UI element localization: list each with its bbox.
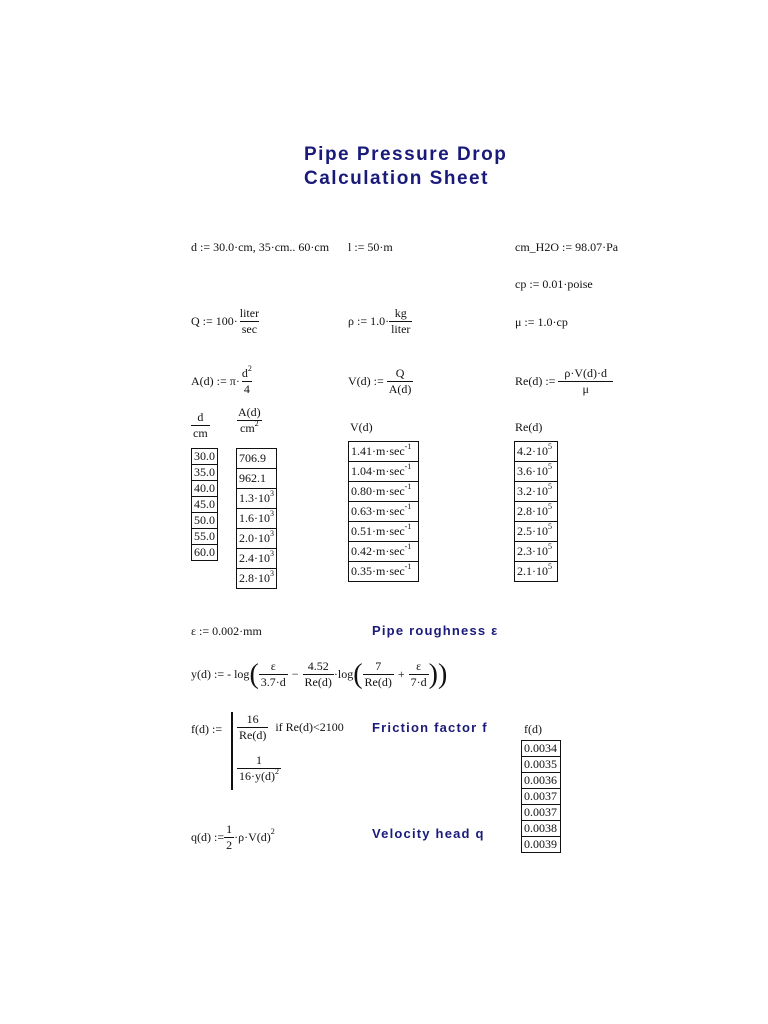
reynolds-value-cell bbox=[515, 502, 558, 522]
area-value-cell-mantissa: 2.8·10 bbox=[239, 571, 270, 585]
velocity-value-cell-mantissa: 1.41·m·sec bbox=[351, 444, 405, 458]
reynolds-value-cell bbox=[515, 462, 558, 482]
flow-rate-definition bbox=[191, 306, 261, 337]
velocity-lhs: V(d) := bbox=[348, 374, 384, 388]
cp-definition: cp := 0.01·poise bbox=[515, 277, 593, 291]
flow-rate-unit-num: liter bbox=[239, 306, 260, 320]
velocity-value-cell-exponent: -1 bbox=[404, 442, 412, 451]
table-row bbox=[515, 502, 558, 522]
table-row bbox=[349, 542, 419, 562]
reynolds-value-cell-exponent: 5 bbox=[548, 442, 552, 451]
velocity-head-den: 2 bbox=[226, 838, 233, 852]
table-row bbox=[515, 562, 558, 582]
area-value-cell-exponent: 3 bbox=[270, 529, 274, 538]
friction-case-1-den: Re(d) bbox=[239, 728, 267, 742]
velocity-den: A(d) bbox=[388, 382, 412, 396]
d-header-num: d bbox=[197, 410, 204, 424]
reynolds-value-cell bbox=[515, 542, 558, 562]
y-frac-1 bbox=[259, 659, 288, 690]
area-value-cell bbox=[237, 509, 277, 529]
friction-case-1-num: 16 bbox=[246, 712, 259, 726]
friction-value-cell: 0.0038 bbox=[522, 821, 561, 837]
table-row bbox=[192, 545, 218, 561]
area-value-cell bbox=[237, 469, 277, 489]
reynolds-value-cell-exponent: 5 bbox=[548, 542, 552, 551]
velocity-value-cell bbox=[349, 462, 419, 482]
friction-condition: if Re(d)<2100 bbox=[275, 720, 344, 734]
friction-value-cell: 0.0039 bbox=[522, 837, 561, 853]
area-lhs: A(d) := π· bbox=[191, 374, 240, 388]
table-row bbox=[237, 509, 277, 529]
cm-h2o-definition: cm_H2O := 98.07·Pa bbox=[515, 240, 619, 254]
reynolds-value-cell bbox=[515, 562, 558, 582]
velocity-value-cell-exponent: -1 bbox=[404, 482, 412, 491]
velocity-value-cell-mantissa: 0.63·m·sec bbox=[351, 504, 405, 518]
area-header-den: cm bbox=[240, 421, 255, 435]
friction-value-cell: 0.0034 bbox=[522, 741, 561, 757]
table-row bbox=[192, 497, 218, 513]
density-unit-den: liter bbox=[391, 322, 411, 336]
friction-piecewise-bracket bbox=[231, 712, 233, 790]
table-row bbox=[192, 529, 218, 545]
title-line-2: Calculation Sheet bbox=[304, 168, 489, 189]
d-header-den: cm bbox=[193, 426, 208, 440]
table-row bbox=[237, 569, 277, 589]
area-value-cell bbox=[237, 569, 277, 589]
table-row bbox=[192, 513, 218, 529]
reynolds-definition bbox=[515, 366, 613, 397]
velocity-head-lhs: q(d) := bbox=[191, 830, 225, 844]
area-value-cell-exponent: 3 bbox=[270, 549, 274, 558]
density-unit-fraction bbox=[389, 306, 412, 337]
reynolds-value-cell-mantissa: 3.6·10 bbox=[517, 464, 548, 478]
table-row bbox=[515, 482, 558, 502]
reynolds-fraction bbox=[558, 366, 612, 397]
velocity-table-header: V(d) bbox=[350, 420, 373, 434]
friction-case-1-fraction bbox=[237, 712, 268, 743]
y-frac-4 bbox=[409, 659, 429, 690]
friction-value-cell: 0.0037 bbox=[522, 789, 561, 805]
velocity-value-cell bbox=[349, 482, 419, 502]
d-values-table bbox=[191, 448, 218, 561]
area-value-cell-exponent: 3 bbox=[270, 569, 274, 578]
y-log2: ·log bbox=[333, 667, 354, 681]
reynolds-value-cell bbox=[515, 522, 558, 542]
density-lhs: ρ := 1.0· bbox=[348, 314, 390, 328]
d-range-definition: d := 30.0·cm, 35·cm.. 60·cm bbox=[191, 240, 330, 254]
flow-rate-unit-fraction bbox=[238, 306, 261, 337]
reynolds-value-cell-exponent: 5 bbox=[548, 462, 552, 471]
velocity-num: Q bbox=[395, 366, 405, 380]
velocity-head-rhs: ·ρ·V(d) bbox=[234, 830, 271, 844]
y-function-definition: y(d) := - log ( $\frac{\varepsilon}{3.7\cdot d}$ − $\frac{4.52}{Re(d)}$ ·log ( $\frac{7}{Re(d)}$ + $\frac{\varepsilon}{7\cdot d}$ )) bbox=[191, 658, 448, 690]
velocity-values-table bbox=[348, 441, 419, 582]
friction-value-cell: 0.0035 bbox=[522, 757, 561, 773]
y-frac-2-den: Re(d) bbox=[304, 675, 332, 689]
table-row bbox=[349, 502, 419, 522]
area-den: 4 bbox=[243, 382, 250, 396]
area-fraction: $\frac{d^2}{4}$ bbox=[241, 364, 252, 396]
area-num: d bbox=[241, 366, 248, 380]
velocity-head-label: Velocity head q bbox=[372, 826, 485, 841]
table-row bbox=[349, 522, 419, 542]
flow-rate-lhs: Q := 100· bbox=[191, 314, 238, 328]
density-definition bbox=[348, 306, 412, 337]
reynolds-value-cell-mantissa: 2.1·10 bbox=[517, 564, 548, 578]
y-frac-4-den: 7·d bbox=[410, 675, 427, 689]
y-plus: + bbox=[397, 667, 405, 681]
reynolds-values-table bbox=[514, 441, 558, 582]
area-value-cell bbox=[237, 449, 277, 469]
friction-case-2-den: 16·y(d) bbox=[239, 769, 275, 783]
length-definition: l := 50·m bbox=[348, 240, 393, 254]
y-frac-3 bbox=[363, 659, 394, 690]
velocity-value-cell-mantissa: 1.04·m·sec bbox=[351, 464, 405, 478]
friction-case-2-fraction bbox=[237, 753, 281, 784]
y-frac-1-num: ε bbox=[270, 659, 276, 673]
area-values-table bbox=[236, 448, 277, 589]
velocity-head-fraction bbox=[224, 822, 234, 853]
velocity-value-cell-mantissa: 0.35·m·sec bbox=[351, 564, 405, 578]
friction-table-header: f(d) bbox=[524, 722, 542, 736]
area-value-cell-mantissa: 1.3·10 bbox=[239, 491, 270, 505]
velocity-value-cell bbox=[349, 522, 419, 542]
table-row bbox=[522, 757, 561, 773]
d-value-cell: 50.0 bbox=[192, 513, 218, 529]
friction-case-2-num: 1 bbox=[256, 753, 262, 767]
y-minus: − bbox=[291, 667, 299, 681]
title-line-1: Pipe Pressure Drop bbox=[304, 144, 508, 165]
y-frac-4-num: ε bbox=[416, 659, 422, 673]
table-row bbox=[192, 465, 218, 481]
reynolds-value-cell bbox=[515, 442, 558, 462]
velocity-value-cell-exponent: -1 bbox=[404, 462, 412, 471]
flow-rate-unit-den: sec bbox=[241, 322, 258, 336]
d-value-cell: 60.0 bbox=[192, 545, 218, 561]
table-row bbox=[237, 549, 277, 569]
reynolds-value-cell-exponent: 5 bbox=[548, 562, 552, 571]
velocity-head-num: 1 bbox=[226, 822, 233, 836]
table-row bbox=[515, 522, 558, 542]
reynolds-den: μ bbox=[558, 381, 612, 397]
friction-lhs: f(d) := bbox=[191, 722, 223, 736]
friction-case-2 bbox=[237, 753, 281, 784]
velocity-value-cell-exponent: -1 bbox=[404, 542, 412, 551]
velocity-value-cell-exponent: -1 bbox=[404, 502, 412, 511]
reynolds-value-cell-exponent: 5 bbox=[548, 502, 552, 511]
density-unit-num: kg bbox=[394, 306, 407, 320]
table-row bbox=[237, 469, 277, 489]
table-row bbox=[349, 462, 419, 482]
reynolds-value-cell-mantissa: 3.2·10 bbox=[517, 484, 548, 498]
friction-value-cell: 0.0037 bbox=[522, 805, 561, 821]
table-row bbox=[515, 462, 558, 482]
table-row bbox=[192, 449, 218, 465]
area-value-cell-exponent: 3 bbox=[270, 489, 274, 498]
area-value-cell-mantissa: 1.6·10 bbox=[239, 511, 270, 525]
y-frac-1-den: 3.7·d bbox=[260, 675, 286, 689]
roughness-label: Pipe roughness ε bbox=[372, 623, 499, 638]
reynolds-table-header: Re(d) bbox=[515, 420, 543, 434]
y-frac-3-den: Re(d) bbox=[364, 675, 392, 689]
area-value-cell-mantissa: 962.1 bbox=[239, 471, 266, 485]
velocity-value-cell bbox=[349, 442, 419, 462]
y-frac-2 bbox=[303, 659, 334, 690]
d-value-cell: 55.0 bbox=[192, 529, 218, 545]
table-row bbox=[522, 789, 561, 805]
area-value-cell-exponent: 3 bbox=[270, 509, 274, 518]
velocity-value-cell bbox=[349, 542, 419, 562]
velocity-value-cell-mantissa: 0.51·m·sec bbox=[351, 524, 405, 538]
table-row bbox=[522, 773, 561, 789]
table-row bbox=[192, 481, 218, 497]
velocity-value-cell-mantissa: 0.42·m·sec bbox=[351, 544, 405, 558]
d-value-cell: 30.0 bbox=[192, 449, 218, 465]
area-value-cell-mantissa: 706.9 bbox=[239, 451, 266, 465]
reynolds-lhs: Re(d) := bbox=[515, 374, 556, 388]
velocity-value-cell bbox=[349, 502, 419, 522]
velocity-value-cell-exponent: -1 bbox=[404, 522, 412, 531]
reynolds-value-cell-exponent: 5 bbox=[548, 482, 552, 491]
table-row bbox=[522, 837, 561, 853]
reynolds-value-cell bbox=[515, 482, 558, 502]
y-frac-2-num: 4.52 bbox=[307, 659, 329, 673]
area-value-cell-mantissa: 2.4·10 bbox=[239, 551, 270, 565]
area-value-cell bbox=[237, 489, 277, 509]
friction-case-1 bbox=[237, 712, 344, 743]
table-row bbox=[237, 449, 277, 469]
table-row bbox=[522, 805, 561, 821]
reynolds-num: ρ·V(d)·d bbox=[564, 366, 607, 380]
table-row bbox=[515, 442, 558, 462]
reynolds-value-cell-mantissa: 2.3·10 bbox=[517, 544, 548, 558]
reynolds-value-cell-mantissa: 2.8·10 bbox=[517, 504, 548, 518]
area-value-cell bbox=[237, 549, 277, 569]
velocity-head-definition: q(d) := $\frac{1}{2}$ ·ρ·V(d) $^2$ bbox=[191, 822, 275, 852]
friction-label: Friction factor f bbox=[372, 720, 488, 735]
table-row bbox=[349, 442, 419, 462]
reynolds-value-cell-mantissa: 2.5·10 bbox=[517, 524, 548, 538]
y-frac-3-num: 7 bbox=[375, 659, 382, 673]
roughness-definition: ε := 0.002·mm bbox=[191, 624, 262, 638]
table-row bbox=[522, 821, 561, 837]
table-row bbox=[237, 529, 277, 549]
velocity-fraction bbox=[387, 366, 414, 397]
table-row bbox=[349, 482, 419, 502]
friction-value-cell: 0.0036 bbox=[522, 773, 561, 789]
reynolds-value-cell-exponent: 5 bbox=[548, 522, 552, 531]
area-value-cell bbox=[237, 529, 277, 549]
d-table-header bbox=[191, 410, 210, 441]
reynolds-value-cell-mantissa: 4.2·10 bbox=[517, 444, 548, 458]
velocity-definition bbox=[348, 366, 413, 397]
area-header-num: A(d) bbox=[238, 405, 261, 419]
d-value-cell: 40.0 bbox=[192, 481, 218, 497]
velocity-value-cell-mantissa: 0.80·m·sec bbox=[351, 484, 405, 498]
table-row bbox=[522, 741, 561, 757]
friction-values-table bbox=[521, 740, 561, 853]
d-value-cell: 35.0 bbox=[192, 465, 218, 481]
viscosity-definition: μ := 1.0·cp bbox=[515, 315, 568, 329]
table-row bbox=[237, 489, 277, 509]
y-lhs: y(d) := - log bbox=[191, 667, 250, 681]
table-row bbox=[515, 542, 558, 562]
velocity-value-cell bbox=[349, 562, 419, 582]
d-value-cell: 45.0 bbox=[192, 497, 218, 513]
table-row bbox=[349, 562, 419, 582]
page-title bbox=[304, 143, 507, 191]
area-value-cell-mantissa: 2.0·10 bbox=[239, 531, 270, 545]
velocity-value-cell-exponent: -1 bbox=[404, 562, 412, 571]
area-table-header: A(d) $cm^2$ bbox=[238, 405, 261, 435]
friction-case-2-exp: 2 bbox=[275, 767, 279, 776]
area-definition bbox=[191, 366, 254, 397]
